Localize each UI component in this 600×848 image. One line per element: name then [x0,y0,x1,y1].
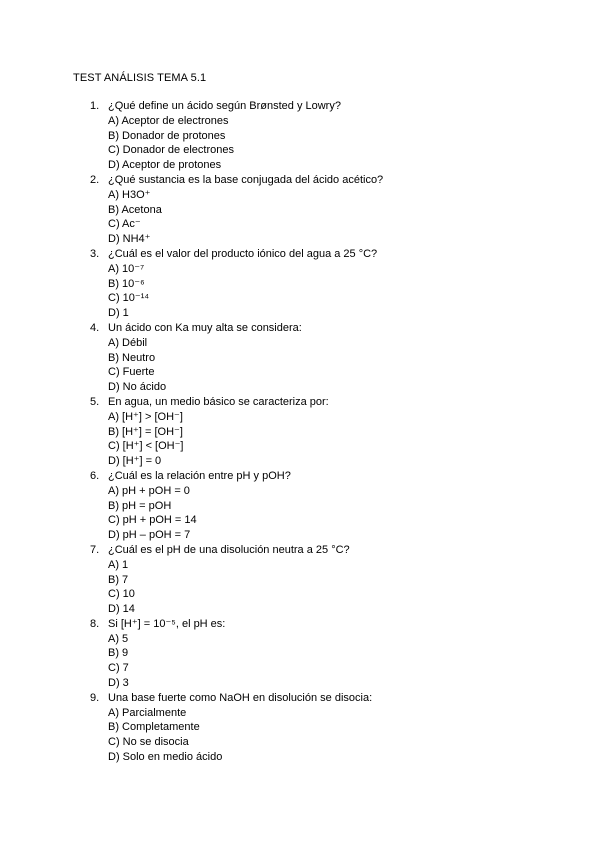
answer-option: D) NH4⁺ [108,233,151,246]
answer-option: B) Completamente [108,721,200,734]
answer-options [0,706,600,765]
answer-option: D) Solo en medio ácido [108,751,223,764]
answer-option: B) 9 [108,647,129,660]
answer-option: B) Donador de protones [108,129,226,142]
answer-options [0,484,600,543]
question-text: En agua, un medio básico se caracteriza por: [108,395,329,408]
question-number: 5. [90,395,100,408]
question-number: 3. [90,247,100,260]
answer-option: B) 7 [108,573,129,586]
answer-option: A) 10⁻⁷ [108,262,145,275]
answer-options [0,262,600,321]
answer-option: B) Neutro [108,351,156,364]
answer-option: A) H3O⁺ [108,188,151,201]
answer-option: D) 1 [108,307,129,320]
answer-option: A) Parcialmente [108,706,187,719]
answer-options [0,558,600,617]
question-text: ¿Cuál es el pH de una disolución neutra a 25 °C? [108,543,350,556]
question-item [0,543,600,617]
document-title: TEST ANÁLISIS TEMA 5.1 [73,72,207,84]
answer-option: C) Ac⁻ [108,218,141,231]
question-item [0,99,600,173]
answer-options [0,410,600,469]
answer-option: C) pH + pOH = 14 [108,514,197,527]
question-number: 8. [90,617,100,630]
answer-option: D) [H⁺] = 0 [108,455,162,468]
answer-option: B) [H⁺] = [OH⁻] [108,425,183,438]
question-item [0,691,600,765]
question-text: ¿Qué define un ácido según Brønsted y Lowry? [108,100,341,112]
answer-option: C) 10 [108,588,135,601]
question-number: 9. [90,691,100,704]
answer-option: A) Aceptor de electrones [108,114,229,127]
question-item [0,247,600,321]
question-item [0,173,600,247]
question-list [0,99,600,765]
answer-option: C) 7 [108,662,129,675]
answer-option: A) Débil [108,336,148,349]
question-item [0,321,600,395]
answer-option: A) [H⁺] > [OH⁻] [108,410,183,423]
answer-option: D) 14 [108,603,135,616]
question-text: Si [H⁺] = 10⁻⁵, el pH es: [108,617,226,630]
question-number: 4. [90,321,100,334]
answer-option: A) 1 [108,558,129,571]
question-item [0,617,600,691]
answer-option: C) [H⁺] < [OH⁻] [108,440,184,453]
question-number: 7. [90,543,100,556]
question-text: Un ácido con Ka muy alta se considera: [108,321,302,334]
question-text: ¿Cuál es el valor del producto iónico del agua a 25 °C? [108,247,378,260]
answer-option: B) Acetona [108,203,162,216]
question-number: 1. [90,100,100,112]
question-item [0,469,600,543]
answer-option: C) 10⁻¹⁴ [108,292,150,305]
answer-options [0,188,600,247]
answer-option: B) pH = pOH [108,499,172,512]
answer-option: A) 5 [108,632,129,645]
answer-option: A) pH + pOH = 0 [108,484,190,497]
answer-option: B) 10⁻⁶ [108,277,145,290]
answer-option: C) No se disocia [108,736,189,749]
answer-option: D) No ácido [108,381,167,394]
answer-option: D) 3 [108,677,129,690]
question-number: 2. [90,173,100,186]
answer-option: D) Aceptor de protones [108,159,222,172]
answer-option: C) Donador de electrones [108,144,234,157]
question-text: ¿Cuál es la relación entre pH y pOH? [108,469,291,482]
answer-options [0,114,600,173]
question-number: 6. [90,469,100,482]
answer-option: C) Fuerte [108,366,155,379]
question-item [0,395,600,469]
answer-options [0,336,600,395]
question-text: ¿Qué sustancia es la base conjugada del ácido acético? [108,173,384,186]
question-text: Una base fuerte como NaOH en disolución se disocia: [108,691,373,704]
answer-option: D) pH – pOH = 7 [108,529,191,542]
answer-options [0,632,600,691]
